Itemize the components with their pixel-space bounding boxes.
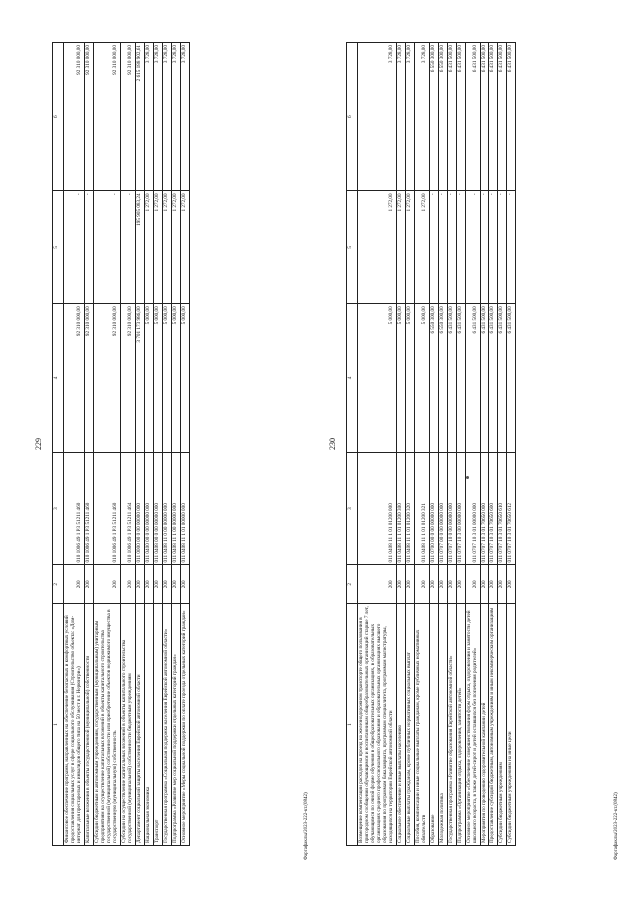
row-planned-amount: 6 431 500,00 [489, 304, 498, 452]
row-code: 200 [507, 565, 516, 604]
row-code: 200 [429, 565, 438, 604]
row-final-amount: 3 728,00 [414, 43, 429, 191]
row-code: 200 [162, 565, 171, 604]
row-final-amount: 3 728,00 [162, 43, 171, 191]
row-planned-amount: 5 000,00 [414, 304, 429, 452]
table-row [180, 43, 189, 846]
row-reduction-amount: 1 272,00 [180, 191, 189, 304]
row-classifier: 011 0707 00 0 00 00000 000 [438, 452, 447, 565]
row-reduction-amount: - [438, 191, 447, 304]
budget-table-left [52, 42, 190, 846]
row-code: 200 [135, 565, 144, 604]
row-description: Возмещение компенсации расходов на проезд на железнодорожном транспорте общего пользования в пригородном сообщении обучающимся и воспитанникам общеобразовательных организаций старше 7 лет, обучающимся по очной форме обучения в общеобразовательных организациях, в образовательных организациях среднего профессионального образования и образовательных организациях высшего образования по программам бакалавриата, программам специалитета, программам магистратуры, находящихся на территории Еврейской автономной области [358, 604, 397, 846]
row-planned-amount: 6 550 300,00 [429, 304, 438, 452]
row-code: 200 [84, 565, 93, 604]
row-planned-amount: 6 431 500,00 [465, 304, 480, 452]
row-reduction-amount: 195 905 083,24 [135, 191, 144, 304]
table-row [162, 43, 171, 846]
column-header: 6 [53, 43, 64, 191]
row-description: Государственная программа «Социальная поддержка населения Еврейской автономной области» [162, 604, 171, 846]
row-final-amount: 2 615 188 902,61 [135, 43, 144, 191]
row-planned-amount: 6 550 300,00 [438, 304, 447, 452]
row-code: 200 [144, 565, 153, 604]
row-classifier: 011 0707 10 3 01 70650 600 [489, 452, 498, 565]
document-page-right [328, 42, 606, 846]
budget-table-right [346, 42, 516, 846]
row-reduction-amount: - [480, 191, 489, 304]
row-description: Социальные выплаты гражданам, кроме публичных нормативных социальных выплат [405, 604, 414, 846]
row-planned-amount: 6 431 500,00 [498, 304, 507, 452]
row-code: 200 [396, 565, 405, 604]
row-reduction-amount: - [429, 191, 438, 304]
row-classifier: 011 0408 11 1 01 01200 321 [414, 452, 429, 565]
row-classifier: 010 1006 49 1 P3 51211 464 [120, 452, 135, 565]
row-final-amount: 3 728,00 [153, 43, 162, 191]
row-reduction-amount: - [64, 191, 85, 304]
row-final-amount: 92 310 000,00 [93, 43, 120, 191]
row-classifier: 010 1006 49 1 P3 51211 460 [93, 452, 120, 565]
row-reduction-amount: 1 272,00 [396, 191, 405, 304]
row-classifier: 011 0707 10 3 00 00000 000 [456, 452, 465, 565]
rotated-content-right [328, 42, 606, 846]
row-code: 200 [64, 565, 85, 604]
table-row [153, 43, 162, 846]
rotated-content-left [34, 42, 312, 846]
column-header: 1 [347, 604, 358, 846]
row-planned-amount: 5 000,00 [144, 304, 153, 452]
table-row [414, 43, 429, 846]
row-classifier: 011 0700 00 0 00 00000 000 [429, 452, 438, 565]
row-final-amount: 6 431 500,00 [498, 43, 507, 191]
table-row [396, 43, 405, 846]
row-description: Социальное обеспечение и иные выплаты населению [396, 604, 405, 846]
row-final-amount: 3 728,00 [171, 43, 180, 191]
row-reduction-amount: - [465, 191, 480, 304]
row-code: 200 [358, 565, 397, 604]
column-header: 4 [53, 304, 64, 452]
row-description: Мероприятия по проведению оздоровительной кампании детей [480, 604, 489, 846]
table-row [498, 43, 507, 846]
column-header: 1 [53, 604, 64, 846]
table-row [171, 43, 180, 846]
row-description: Субсидии бюджетным учреждениям на иные цели [507, 604, 516, 846]
row-classifier: 011 0408 11 1 01 00000 000 [180, 452, 189, 565]
row-final-amount: 3 728,00 [144, 43, 153, 191]
row-classifier: 011 0707 10 0 00 00000 000 [447, 452, 456, 565]
row-final-amount: 3 728,00 [180, 43, 189, 191]
column-header: 4 [347, 304, 358, 452]
row-planned-amount: 92 310 000,00 [64, 304, 85, 452]
row-classifier: 011 0408 00 0 00 00000 000 [153, 452, 162, 565]
row-planned-amount: 92 310 000,00 [120, 304, 135, 452]
row-reduction-amount: 1 272,00 [153, 191, 162, 304]
table-row [507, 43, 516, 846]
row-final-amount: 6 550 300,00 [438, 43, 447, 191]
table-row [456, 43, 465, 846]
row-code: 200 [153, 565, 162, 604]
column-header: 2 [53, 565, 64, 604]
table-row [64, 43, 85, 846]
row-code: 200 [405, 565, 414, 604]
table-header-row [347, 43, 358, 846]
table-header-row [53, 43, 64, 846]
row-final-amount: 6 431 500,00 [489, 43, 498, 191]
document-page-left [34, 42, 312, 846]
table-row [480, 43, 489, 846]
table-row [135, 43, 144, 846]
row-description: Молодежная политика [438, 604, 447, 846]
table-row [144, 43, 153, 846]
row-classifier: 011 0408 11 1 01 01200 320 [405, 452, 414, 565]
row-planned-amount: 5 000,00 [358, 304, 397, 452]
row-reduction-amount: - [507, 191, 516, 304]
row-planned-amount: 5 000,00 [171, 304, 180, 452]
row-final-amount: 3 728,00 [396, 43, 405, 191]
row-description: Образование [429, 604, 438, 846]
row-final-amount: 6 431 500,00 [465, 43, 480, 191]
row-code: 200 [498, 565, 507, 604]
row-description: Субсидии бюджетным и автономным учреждениям, государственным (муниципальным) унитарным предприятиям на осуществление капитальных вложений в объекты капитального строительства государственной (муниципальной) собственности или приобретение объектов недвижимого имущества в государственную (муниципальную) собственность [93, 604, 120, 846]
row-description: Подпрограмма «Организация отдыха, оздоровления, занятости детей» [456, 604, 465, 846]
row-description: Национальная экономика [144, 604, 153, 846]
row-description: Капитальные вложения в объекты государственной (муниципальной) собственности [84, 604, 93, 846]
row-final-amount: 92 310 000,00 [120, 43, 135, 191]
row-reduction-amount: - [84, 191, 93, 304]
row-final-amount: 3 728,00 [405, 43, 414, 191]
row-reduction-amount: - [498, 191, 507, 304]
row-description: Пособия, компенсации и иные социальные выплаты гражданам, кроме публичных нормативных обязательств [414, 604, 429, 846]
row-reduction-amount: - [456, 191, 465, 304]
row-reduction-amount: 1 272,00 [414, 191, 429, 304]
page-number: 229 [34, 438, 43, 450]
table-row [429, 43, 438, 846]
row-classifier: 011 0408 11 1 01 01200 300 [396, 452, 405, 565]
row-planned-amount: 5 000,00 [162, 304, 171, 452]
row-code: 200 [480, 565, 489, 604]
row-code: 200 [438, 565, 447, 604]
table-row [447, 43, 456, 846]
scan-speck [466, 476, 469, 479]
row-code: 200 [120, 565, 135, 604]
row-reduction-amount: 1 272,00 [405, 191, 414, 304]
row-code: 200 [465, 565, 480, 604]
row-final-amount: 6 431 500,00 [507, 43, 516, 191]
row-code: 200 [489, 565, 498, 604]
table-row [438, 43, 447, 846]
row-classifier: 011 0400 00 0 00 00000 000 [144, 452, 153, 565]
row-planned-amount: 5 000,00 [180, 304, 189, 452]
row-planned-amount: 5 000,00 [396, 304, 405, 452]
column-header: 5 [53, 191, 64, 304]
page-number: 230 [328, 438, 337, 450]
row-planned-amount: 92 310 000,00 [84, 304, 93, 452]
row-reduction-amount: - [93, 191, 120, 304]
row-classifier: 011 0000 00 0 00 00000 000 [135, 452, 144, 565]
row-planned-amount: 6 431 500,00 [507, 304, 516, 452]
row-reduction-amount: - [489, 191, 498, 304]
row-reduction-amount: - [447, 191, 456, 304]
row-classifier: 011 0707 10 3 01 70650 612 [507, 452, 516, 565]
row-planned-amount: 92 310 000,00 [93, 304, 120, 452]
table-row [489, 43, 498, 846]
row-reduction-amount: 1 272,00 [144, 191, 153, 304]
column-header: 3 [347, 452, 358, 565]
row-reduction-amount: 1 272,00 [171, 191, 180, 304]
column-header: 5 [347, 191, 358, 304]
page-footer-right: Фаргафаклы/2023-222-кт.(0842) [614, 792, 619, 860]
row-planned-amount: 3 701 173 986,00 [135, 304, 144, 452]
row-description: Департамент социальной защиты населения Еврейской автономной области [135, 604, 144, 846]
row-planned-amount: 6 431 500,00 [447, 304, 456, 452]
row-planned-amount: 6 431 500,00 [480, 304, 489, 452]
table-row [93, 43, 120, 846]
row-classifier: 011 0408 11 1 00 00000 000 [171, 452, 180, 565]
row-code: 200 [171, 565, 180, 604]
row-description: Транспорт [153, 604, 162, 846]
row-final-amount: 92 310 000,00 [64, 43, 85, 191]
row-classifier: 011 0408 11 1 01 01200 000 [358, 452, 397, 565]
row-description: Финансовое обеспечение программ, направленных на обеспечение безопасных и комфортных условий предоставления социальных услуг в сфере социального обслуживания (Строительство объекта: «Дом-интернат для престарелых и инвалидов общего типа на 50 мест в г. Нерюнгри») [64, 604, 85, 846]
row-code: 200 [447, 565, 456, 604]
row-description: Субсидии на осуществление капитальных вложений в объекты капитального строительства государственной (муниципальной) собственности бюджетным учреждениям [120, 604, 135, 846]
row-classifier: 010 1006 49 1 P3 51211 460 [84, 452, 93, 565]
row-classifier: 010 1006 49 1 P3 51211 460 [64, 452, 85, 565]
row-reduction-amount: 1 272,00 [358, 191, 397, 304]
row-final-amount: 6 550 300,00 [429, 43, 438, 191]
row-description: Основное мероприятие «Меры социальной поддержки по оплате проезда отдельных категорий граждан» [180, 604, 189, 846]
row-final-amount: 6 431 500,00 [447, 43, 456, 191]
row-classifier: 011 0707 10 3 01 00000 000 [465, 452, 480, 565]
row-reduction-amount: 1 272,00 [162, 191, 171, 304]
row-classifier: 011 0707 10 3 01 70650 000 [480, 452, 489, 565]
row-classifier: 011 0408 11 0 00 00000 000 [162, 452, 171, 565]
row-code: 200 [456, 565, 465, 604]
row-planned-amount: 5 000,00 [405, 304, 414, 452]
table-row [405, 43, 414, 846]
row-description: Предоставление субсидий бюджетным, автономным учреждениям и иным некоммерческим организациям [489, 604, 498, 846]
table-row [358, 43, 397, 846]
row-description: Основное мероприятие «Обеспечение совершенствования форм отдыха, оздоровления и занятости детей школьного возраста, в также детей-сирот и детей оставшихся без попечения родителей» [465, 604, 480, 846]
row-code: 200 [414, 565, 429, 604]
row-planned-amount: 6 431 500,00 [456, 304, 465, 452]
row-classifier: 011 0707 10 3 01 70650 610 [498, 452, 507, 565]
column-header: 6 [347, 43, 358, 191]
row-description: Подпрограмма «Развитие мер социальной поддержки отдельных категорий граждан» [171, 604, 180, 846]
row-planned-amount: 5 000,00 [153, 304, 162, 452]
row-description: Субсидии бюджетным учреждениям [498, 604, 507, 846]
row-code: 200 [180, 565, 189, 604]
column-header: 3 [53, 452, 64, 565]
row-final-amount: 6 431 500,00 [480, 43, 489, 191]
row-final-amount: 92 310 000,00 [84, 43, 93, 191]
row-code: 200 [93, 565, 120, 604]
column-header: 2 [347, 565, 358, 604]
page-footer-left: Фаргафаклы/2023-222-кт.(0842) [304, 792, 309, 860]
table-row [84, 43, 93, 846]
table-row [465, 43, 480, 846]
table-row [120, 43, 135, 846]
row-reduction-amount: - [120, 191, 135, 304]
row-description: Государственная программа «Развитие образования Еврейской автономной области» [447, 604, 456, 846]
row-final-amount: 3 728,00 [358, 43, 397, 191]
row-final-amount: 6 431 500,00 [456, 43, 465, 191]
